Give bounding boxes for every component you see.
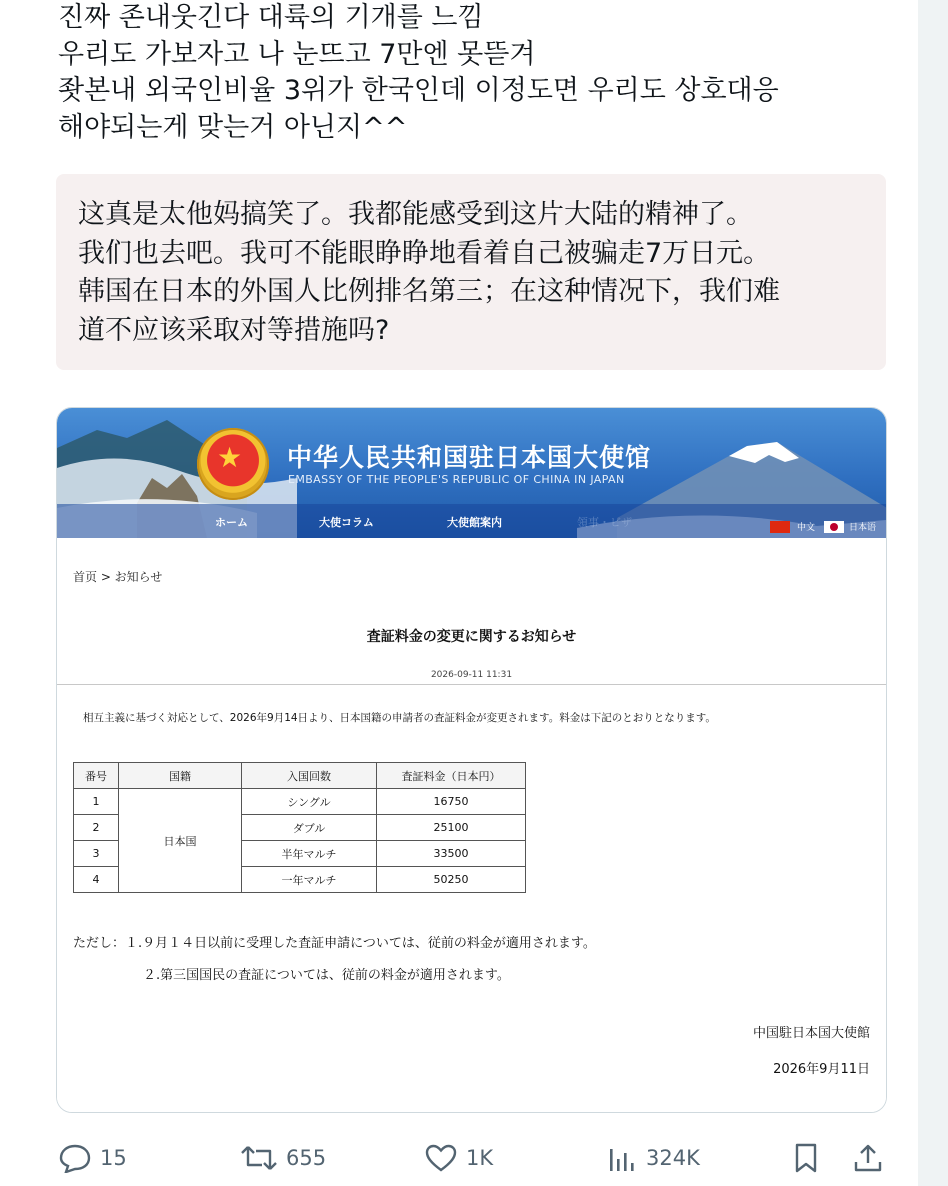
post-line: 해야되는게 맞는거 아닌지^^: [58, 111, 408, 143]
heart-icon: [424, 1143, 458, 1173]
nav-about: 大使館案内: [447, 516, 502, 529]
nav-home: ホーム: [215, 516, 248, 529]
translation-line: 韩国在日本的外国人比例排名第三；在这种情况下，我们难: [78, 276, 780, 307]
cell-number: 2: [74, 815, 119, 841]
notice-intro: 相互主義に基づく対応として、2026年9月14日より、日本国籍の申請者の査証料金が変更されます。料金は下記のとおりとなります。: [83, 712, 716, 724]
cell-entries: 半年マルチ: [242, 841, 377, 867]
embassy-title: 中华人民共和国驻日本国大使馆: [287, 443, 652, 472]
bookmark-button[interactable]: [792, 1142, 820, 1174]
note-2: ２.第三国国民の査証については、従前の料金が適用されます。: [143, 968, 510, 983]
header-number: 番号: [74, 763, 119, 789]
breadcrumb: 首页 > お知らせ: [73, 570, 163, 584]
note-1: ただし：１.９月１４日以前に受理した査証申請については、従前の料金が適用されます。: [73, 936, 596, 951]
views-count: 324K: [646, 1146, 700, 1170]
cell-number: 3: [74, 841, 119, 867]
views-button[interactable]: [606, 1142, 700, 1174]
header-entries: 入国回数: [242, 763, 377, 789]
repost-arrows-icon: [240, 1143, 278, 1173]
embassy-subtitle: EMBASSY OF THE PEOPLE'S REPUBLIC OF CHINA IN JAPAN: [288, 473, 625, 486]
action-bar: [0, 1136, 918, 1180]
divider: [57, 684, 886, 685]
nav-consular: 領事・ビザ: [577, 516, 632, 529]
cell-fee: 50250: [377, 867, 526, 893]
cell-number: 1: [74, 789, 119, 815]
share-upload-icon: [852, 1142, 884, 1174]
embassy-banner: [57, 408, 886, 538]
fee-table: [73, 762, 526, 893]
cell-fee: 33500: [377, 841, 526, 867]
cell-entries: 一年マルチ: [242, 867, 377, 893]
cell-fee: 25100: [377, 815, 526, 841]
attached-image[interactable]: [56, 407, 887, 1113]
national-emblem-icon: ★: [197, 428, 269, 500]
repost-button[interactable]: [240, 1142, 326, 1174]
japan-flag-icon: [824, 521, 844, 533]
notice-document: [57, 538, 886, 1112]
china-flag-icon: [770, 521, 790, 533]
header-fee: 査証料金（日本円）: [377, 763, 526, 789]
cell-number: 4: [74, 867, 119, 893]
lang-cn: 中文: [797, 523, 816, 533]
translation-box: [56, 174, 886, 370]
bar-chart-icon: [606, 1143, 638, 1173]
bookmark-icon: [792, 1142, 820, 1174]
cell-fee: 16750: [377, 789, 526, 815]
reply-count: 15: [100, 1146, 127, 1170]
cell-entries: シングル: [242, 789, 377, 815]
cell-nationality: 日本国: [119, 789, 242, 893]
translation-line: 我们也去吧。我可不能眼睁睁地看着自己被骗走7万日元。: [78, 237, 771, 269]
share-button[interactable]: [852, 1142, 884, 1174]
cell-entries: ダブル: [242, 815, 377, 841]
translation-line: 道不应该采取对等措施吗?: [78, 314, 390, 346]
post-line: 우리도 가보자고 나 눈뜨고 7만엔 못뜯겨: [58, 38, 536, 70]
header-nationality: 国籍: [119, 763, 242, 789]
nav-column: 大使コラム: [319, 516, 374, 529]
signature-date: 2026年9月11日: [773, 1062, 870, 1077]
speech-bubble-icon: [58, 1143, 92, 1173]
post-line: 진짜 존내웃긴다 대륙의 기개를 느낌: [58, 2, 484, 33]
notice-notes: [73, 928, 596, 992]
repost-count: 655: [286, 1146, 327, 1170]
table-row: [74, 789, 526, 815]
post-body: [58, 0, 898, 146]
right-gutter: [918, 0, 948, 1186]
signature-org: 中国駐日本国大使館: [752, 1026, 870, 1041]
notice-datetime: 2026-09-11 11:31: [430, 670, 513, 680]
table-header-row: [74, 763, 526, 789]
notice-title: 査証料金の変更に関するお知らせ: [366, 629, 577, 645]
like-button[interactable]: [424, 1142, 493, 1174]
translation-line: 这真是太他妈搞笑了。我都能感受到这片大陆的精神了。: [78, 199, 753, 230]
like-count: 1K: [466, 1146, 494, 1170]
lang-jp: 日本语: [849, 523, 877, 533]
post-line: 좟본내 외국인비율 3위가 한국인데 이정도면 우리도 상호대응: [58, 75, 779, 106]
translation-text: [78, 196, 878, 350]
reply-button[interactable]: [58, 1142, 127, 1174]
